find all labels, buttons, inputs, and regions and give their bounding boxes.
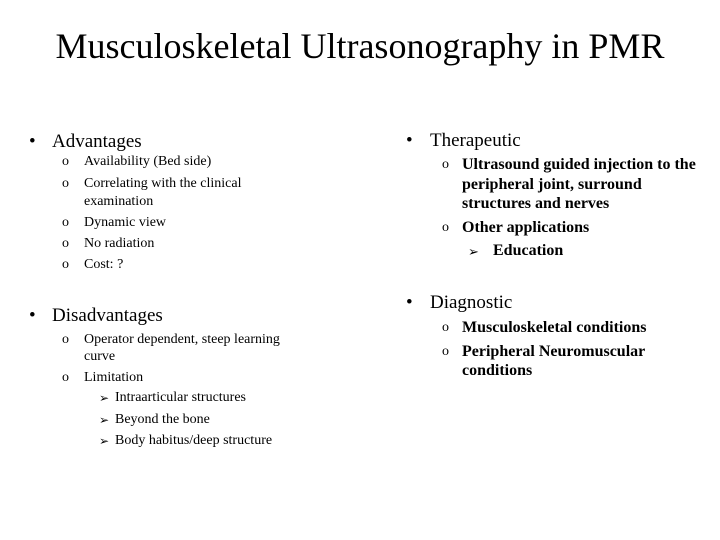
slide-title: Musculoskeletal Ultrasonography in PMR (55, 26, 665, 66)
list-item: Operator dependent, steep learning (84, 332, 280, 347)
arrow-bullet-icon: ➢ (468, 244, 479, 259)
arrow-bullet-icon: ➢ (99, 413, 110, 427)
list-item: Limitation (84, 370, 144, 385)
sub-list-item: Education (493, 242, 564, 259)
list-item: No radiation (84, 236, 155, 251)
circle-bullet-icon: o (62, 236, 69, 251)
arrow-bullet-icon: ➢ (99, 391, 110, 405)
sub-list-item: Beyond the bone (115, 412, 210, 427)
circle-bullet-icon: o (442, 344, 449, 359)
circle-bullet-icon: o (62, 215, 69, 230)
bullet-icon: • (29, 131, 36, 152)
arrow-bullet-icon: ➢ (99, 434, 110, 448)
advantages-heading: Advantages (52, 131, 142, 152)
list-item: Availability (Bed side) (84, 154, 212, 169)
therapeutic-heading: Therapeutic (430, 130, 521, 151)
diagnostic-heading: Diagnostic (430, 292, 513, 313)
list-item: Musculoskeletal conditions (462, 319, 647, 336)
list-item-continuation: peripheral joint, surround (462, 176, 642, 193)
circle-bullet-icon: o (442, 320, 449, 335)
sub-list-item: Body habitus/deep structure (115, 433, 273, 448)
circle-bullet-icon: o (442, 157, 449, 172)
list-item: Correlating with the clinical (84, 176, 242, 191)
circle-bullet-icon: o (62, 176, 69, 191)
circle-bullet-icon: o (442, 220, 449, 235)
list-item-continuation: examination (84, 194, 154, 209)
list-item: Peripheral Neuromuscular (462, 343, 646, 360)
list-item: Other applications (462, 219, 590, 236)
circle-bullet-icon: o (62, 370, 69, 385)
circle-bullet-icon: o (62, 154, 69, 169)
list-item-continuation: curve (84, 349, 116, 364)
bullet-icon: • (406, 292, 413, 313)
list-item: Dynamic view (84, 215, 167, 230)
list-item: Cost: ? (84, 257, 124, 272)
bullet-icon: • (29, 305, 36, 326)
bullet-icon: • (406, 130, 413, 151)
list-item-continuation: structures and nerves (462, 195, 610, 212)
list-item: Ultrasound guided injection to the (462, 156, 696, 173)
disadvantages-heading: Disadvantages (52, 305, 163, 326)
circle-bullet-icon: o (62, 332, 69, 347)
circle-bullet-icon: o (62, 257, 69, 272)
sub-list-item: Intraarticular structures (115, 390, 246, 405)
list-item-continuation: conditions (462, 362, 533, 379)
